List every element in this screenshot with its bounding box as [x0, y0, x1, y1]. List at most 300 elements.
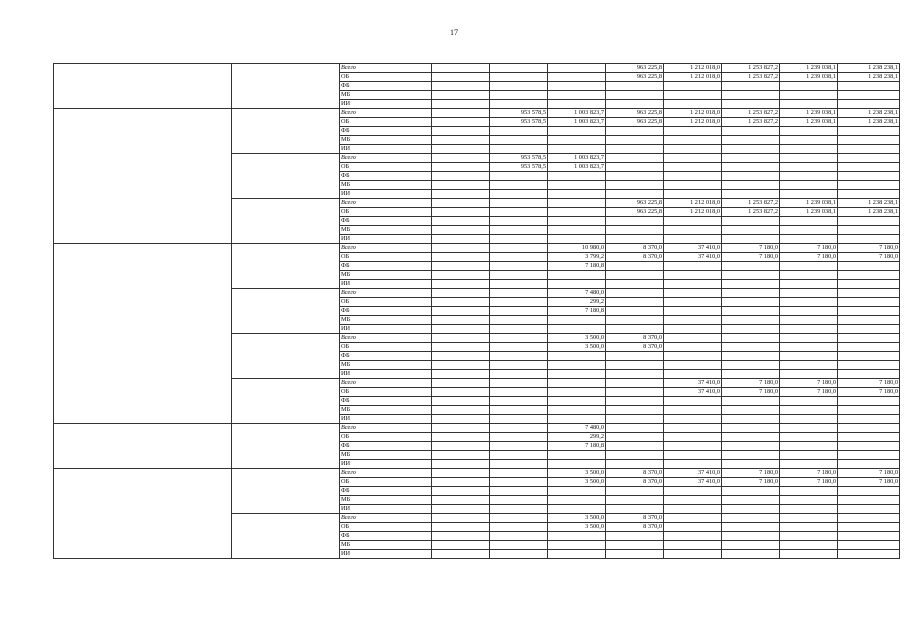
funding-source-cell: ФБ	[340, 262, 432, 271]
value-cell: 963 225,8	[606, 64, 664, 73]
value-cell	[664, 154, 722, 163]
value-cell	[722, 316, 780, 325]
value-cell	[722, 127, 780, 136]
value-cell: 1 239 038,1	[780, 199, 838, 208]
funding-source-cell: ФБ	[340, 307, 432, 316]
value-cell: 963 225,8	[606, 73, 664, 82]
value-cell: 1 238 238,1	[838, 118, 900, 127]
value-cell	[780, 514, 838, 523]
value-cell	[780, 235, 838, 244]
funding-source-cell: ОБ	[340, 163, 432, 172]
value-cell: 3 500,0	[548, 523, 606, 532]
value-cell	[780, 361, 838, 370]
value-cell	[490, 64, 548, 73]
value-cell	[548, 316, 606, 325]
funding-source-cell: ОБ	[340, 343, 432, 352]
value-cell	[606, 271, 664, 280]
value-cell	[664, 127, 722, 136]
funding-source-cell: МБ	[340, 316, 432, 325]
value-cell	[780, 100, 838, 109]
value-cell	[548, 91, 606, 100]
value-cell	[432, 532, 490, 541]
value-cell	[548, 127, 606, 136]
value-cell	[838, 226, 900, 235]
value-cell	[780, 523, 838, 532]
value-cell	[432, 433, 490, 442]
value-cell	[548, 181, 606, 190]
funding-source-cell: Всего	[340, 154, 432, 163]
value-cell	[780, 370, 838, 379]
value-cell	[664, 145, 722, 154]
value-cell	[664, 541, 722, 550]
value-cell: 7 180,0	[722, 244, 780, 253]
value-cell	[432, 316, 490, 325]
value-cell	[722, 280, 780, 289]
value-cell	[780, 190, 838, 199]
value-cell	[548, 217, 606, 226]
value-cell	[780, 406, 838, 415]
program-name-cell	[54, 64, 232, 109]
table-row	[54, 64, 900, 73]
value-cell	[490, 343, 548, 352]
value-cell	[838, 280, 900, 289]
value-cell: 7 180,0	[780, 388, 838, 397]
value-cell	[606, 487, 664, 496]
budget-table	[53, 63, 900, 559]
value-cell: 7 180,0	[722, 253, 780, 262]
value-cell	[548, 496, 606, 505]
value-cell	[780, 343, 838, 352]
value-cell	[432, 352, 490, 361]
value-cell	[780, 163, 838, 172]
value-cell	[548, 460, 606, 469]
value-cell	[664, 442, 722, 451]
value-cell	[838, 127, 900, 136]
value-cell	[722, 145, 780, 154]
funding-source-cell: ИИ	[340, 505, 432, 514]
value-cell: 953 578,5	[490, 154, 548, 163]
value-cell: 1 212 018,0	[664, 199, 722, 208]
value-cell	[838, 460, 900, 469]
responsible-cell	[232, 334, 340, 379]
value-cell	[490, 487, 548, 496]
value-cell	[722, 190, 780, 199]
value-cell	[432, 181, 490, 190]
value-cell	[606, 181, 664, 190]
value-cell: 7 180,0	[838, 388, 900, 397]
value-cell	[664, 433, 722, 442]
responsible-cell	[232, 289, 340, 334]
value-cell	[432, 280, 490, 289]
value-cell	[548, 64, 606, 73]
value-cell	[664, 289, 722, 298]
value-cell	[606, 550, 664, 559]
value-cell	[722, 433, 780, 442]
value-cell: 3 500,0	[548, 514, 606, 523]
value-cell	[722, 343, 780, 352]
value-cell	[606, 163, 664, 172]
value-cell	[548, 451, 606, 460]
value-cell: 1 253 827,2	[722, 109, 780, 118]
value-cell	[722, 505, 780, 514]
value-cell	[664, 334, 722, 343]
value-cell	[432, 127, 490, 136]
value-cell	[722, 496, 780, 505]
value-cell	[722, 262, 780, 271]
value-cell	[432, 190, 490, 199]
value-cell	[838, 145, 900, 154]
value-cell	[838, 505, 900, 514]
value-cell	[780, 487, 838, 496]
value-cell	[432, 199, 490, 208]
value-cell	[432, 550, 490, 559]
value-cell	[490, 379, 548, 388]
funding-source-cell: ФБ	[340, 442, 432, 451]
value-cell: 8 370,0	[606, 334, 664, 343]
funding-source-cell: ФБ	[340, 82, 432, 91]
value-cell	[432, 118, 490, 127]
value-cell	[664, 298, 722, 307]
value-cell	[780, 91, 838, 100]
value-cell	[490, 226, 548, 235]
value-cell	[780, 217, 838, 226]
value-cell	[548, 208, 606, 217]
value-cell	[490, 217, 548, 226]
program-name-cell	[54, 469, 232, 559]
value-cell: 3 500,0	[548, 469, 606, 478]
value-cell	[722, 523, 780, 532]
value-cell: 7 480,0	[548, 424, 606, 433]
value-cell	[548, 505, 606, 514]
value-cell	[432, 487, 490, 496]
value-cell	[664, 316, 722, 325]
funding-source-cell: МБ	[340, 91, 432, 100]
value-cell	[432, 514, 490, 523]
value-cell	[490, 352, 548, 361]
value-cell	[548, 361, 606, 370]
value-cell	[548, 73, 606, 82]
funding-source-cell: ОБ	[340, 253, 432, 262]
value-cell	[432, 451, 490, 460]
value-cell	[606, 505, 664, 514]
value-cell	[780, 307, 838, 316]
value-cell: 1 238 238,1	[838, 199, 900, 208]
responsible-cell	[232, 469, 340, 514]
value-cell: 7 180,0	[780, 253, 838, 262]
value-cell: 7 180,8	[548, 442, 606, 451]
funding-source-cell: ОБ	[340, 478, 432, 487]
value-cell	[490, 244, 548, 253]
value-cell	[664, 100, 722, 109]
value-cell	[548, 550, 606, 559]
value-cell	[664, 280, 722, 289]
program-name-cell	[54, 109, 232, 244]
value-cell	[432, 91, 490, 100]
value-cell	[664, 460, 722, 469]
value-cell	[664, 361, 722, 370]
value-cell: 1 003 823,7	[548, 109, 606, 118]
value-cell: 1 253 827,2	[722, 208, 780, 217]
table-row	[54, 109, 900, 118]
value-cell	[490, 208, 548, 217]
value-cell	[432, 217, 490, 226]
value-cell	[780, 298, 838, 307]
value-cell: 3 500,0	[548, 478, 606, 487]
value-cell: 37 410,0	[664, 253, 722, 262]
value-cell	[490, 145, 548, 154]
value-cell: 1 238 238,1	[838, 208, 900, 217]
value-cell	[722, 334, 780, 343]
value-cell	[664, 343, 722, 352]
funding-source-cell: МБ	[340, 271, 432, 280]
value-cell	[664, 163, 722, 172]
value-cell	[548, 172, 606, 181]
funding-source-cell: МБ	[340, 451, 432, 460]
value-cell	[838, 262, 900, 271]
funding-source-cell: МБ	[340, 181, 432, 190]
value-cell	[548, 532, 606, 541]
value-cell	[490, 460, 548, 469]
value-cell	[490, 469, 548, 478]
value-cell	[548, 100, 606, 109]
value-cell	[432, 163, 490, 172]
funding-source-cell: ФБ	[340, 532, 432, 541]
value-cell	[490, 91, 548, 100]
value-cell	[664, 307, 722, 316]
value-cell: 7 180,8	[548, 262, 606, 271]
value-cell	[432, 109, 490, 118]
value-cell	[780, 397, 838, 406]
value-cell	[490, 199, 548, 208]
value-cell	[722, 298, 780, 307]
value-cell	[838, 172, 900, 181]
value-cell: 1 238 238,1	[838, 109, 900, 118]
funding-source-cell: ИИ	[340, 415, 432, 424]
value-cell	[490, 334, 548, 343]
value-cell: 1 212 018,0	[664, 64, 722, 73]
value-cell: 1 239 038,1	[780, 64, 838, 73]
value-cell	[606, 217, 664, 226]
value-cell: 1 253 827,2	[722, 199, 780, 208]
value-cell	[548, 199, 606, 208]
value-cell	[490, 388, 548, 397]
value-cell	[606, 190, 664, 199]
value-cell	[838, 496, 900, 505]
value-cell	[780, 334, 838, 343]
value-cell	[490, 262, 548, 271]
value-cell	[780, 451, 838, 460]
value-cell	[490, 73, 548, 82]
value-cell	[722, 181, 780, 190]
funding-source-cell: Всего	[340, 244, 432, 253]
value-cell	[490, 505, 548, 514]
value-cell	[490, 127, 548, 136]
value-cell	[838, 82, 900, 91]
value-cell	[548, 271, 606, 280]
value-cell	[490, 361, 548, 370]
value-cell	[490, 523, 548, 532]
value-cell	[432, 370, 490, 379]
value-cell	[722, 91, 780, 100]
value-cell	[780, 172, 838, 181]
funding-source-cell: Всего	[340, 514, 432, 523]
value-cell	[432, 334, 490, 343]
value-cell	[606, 280, 664, 289]
value-cell	[490, 298, 548, 307]
value-cell	[548, 352, 606, 361]
value-cell	[722, 397, 780, 406]
value-cell	[838, 523, 900, 532]
value-cell	[664, 352, 722, 361]
value-cell	[548, 541, 606, 550]
value-cell	[838, 325, 900, 334]
value-cell: 8 370,0	[606, 514, 664, 523]
value-cell	[780, 271, 838, 280]
value-cell: 1 253 827,2	[722, 73, 780, 82]
value-cell	[606, 352, 664, 361]
value-cell	[664, 262, 722, 271]
value-cell	[548, 82, 606, 91]
funding-source-cell: ИИ	[340, 190, 432, 199]
value-cell	[838, 100, 900, 109]
value-cell	[722, 424, 780, 433]
value-cell	[432, 496, 490, 505]
value-cell: 1 003 823,7	[548, 154, 606, 163]
responsible-cell	[232, 199, 340, 244]
value-cell: 1 238 238,1	[838, 73, 900, 82]
value-cell	[606, 397, 664, 406]
value-cell	[432, 361, 490, 370]
value-cell	[838, 334, 900, 343]
value-cell	[606, 226, 664, 235]
value-cell	[490, 541, 548, 550]
value-cell	[606, 532, 664, 541]
value-cell	[606, 388, 664, 397]
value-cell	[780, 415, 838, 424]
value-cell: 7 180,0	[838, 244, 900, 253]
value-cell: 1 212 018,0	[664, 118, 722, 127]
value-cell	[606, 415, 664, 424]
value-cell	[432, 298, 490, 307]
value-cell	[606, 82, 664, 91]
value-cell	[838, 397, 900, 406]
value-cell: 7 180,0	[838, 478, 900, 487]
value-cell	[664, 505, 722, 514]
value-cell	[490, 235, 548, 244]
value-cell: 37 410,0	[664, 478, 722, 487]
value-cell: 1 239 038,1	[780, 73, 838, 82]
value-cell	[838, 217, 900, 226]
value-cell	[664, 226, 722, 235]
value-cell	[490, 532, 548, 541]
value-cell	[606, 127, 664, 136]
value-cell	[838, 163, 900, 172]
funding-source-cell: Всего	[340, 109, 432, 118]
page-number: 17	[450, 28, 458, 37]
funding-source-cell: ФБ	[340, 172, 432, 181]
value-cell: 7 180,0	[722, 388, 780, 397]
value-cell	[664, 172, 722, 181]
value-cell	[490, 451, 548, 460]
value-cell: 963 225,8	[606, 208, 664, 217]
value-cell	[780, 82, 838, 91]
funding-source-cell: Всего	[340, 379, 432, 388]
value-cell	[490, 496, 548, 505]
value-cell	[432, 505, 490, 514]
value-cell	[606, 325, 664, 334]
value-cell	[664, 496, 722, 505]
value-cell	[664, 406, 722, 415]
value-cell	[432, 424, 490, 433]
value-cell	[432, 442, 490, 451]
value-cell	[432, 172, 490, 181]
value-cell	[432, 469, 490, 478]
value-cell	[432, 397, 490, 406]
value-cell: 299,2	[548, 433, 606, 442]
value-cell	[606, 262, 664, 271]
value-cell: 7 180,0	[722, 469, 780, 478]
funding-source-cell: Всего	[340, 64, 432, 73]
value-cell	[664, 190, 722, 199]
value-cell	[490, 181, 548, 190]
responsible-cell	[232, 109, 340, 154]
value-cell	[780, 289, 838, 298]
value-cell	[548, 280, 606, 289]
funding-source-cell: ФБ	[340, 487, 432, 496]
value-cell: 1 212 018,0	[664, 208, 722, 217]
value-cell	[664, 235, 722, 244]
value-cell: 37 410,0	[664, 379, 722, 388]
value-cell	[606, 541, 664, 550]
funding-source-cell: ИИ	[340, 550, 432, 559]
funding-source-cell: Всего	[340, 199, 432, 208]
funding-source-cell: ОБ	[340, 208, 432, 217]
value-cell	[606, 460, 664, 469]
value-cell: 7 180,0	[838, 469, 900, 478]
value-cell	[548, 235, 606, 244]
value-cell	[432, 343, 490, 352]
value-cell	[432, 73, 490, 82]
value-cell: 7 180,0	[780, 379, 838, 388]
value-cell: 8 370,0	[606, 253, 664, 262]
value-cell: 963 225,8	[606, 118, 664, 127]
value-cell	[838, 361, 900, 370]
value-cell	[722, 235, 780, 244]
value-cell	[838, 415, 900, 424]
value-cell	[722, 541, 780, 550]
value-cell	[432, 325, 490, 334]
budget-table-body	[54, 64, 900, 559]
value-cell	[432, 262, 490, 271]
value-cell	[780, 550, 838, 559]
value-cell	[780, 496, 838, 505]
value-cell	[606, 361, 664, 370]
value-cell	[432, 136, 490, 145]
value-cell	[664, 325, 722, 334]
value-cell: 8 370,0	[606, 523, 664, 532]
value-cell	[664, 523, 722, 532]
value-cell	[722, 415, 780, 424]
value-cell	[722, 226, 780, 235]
value-cell	[838, 289, 900, 298]
value-cell	[780, 352, 838, 361]
funding-source-cell: ИИ	[340, 235, 432, 244]
value-cell	[838, 136, 900, 145]
value-cell	[722, 307, 780, 316]
value-cell	[548, 226, 606, 235]
funding-source-cell: ФБ	[340, 397, 432, 406]
value-cell: 953 578,5	[490, 163, 548, 172]
